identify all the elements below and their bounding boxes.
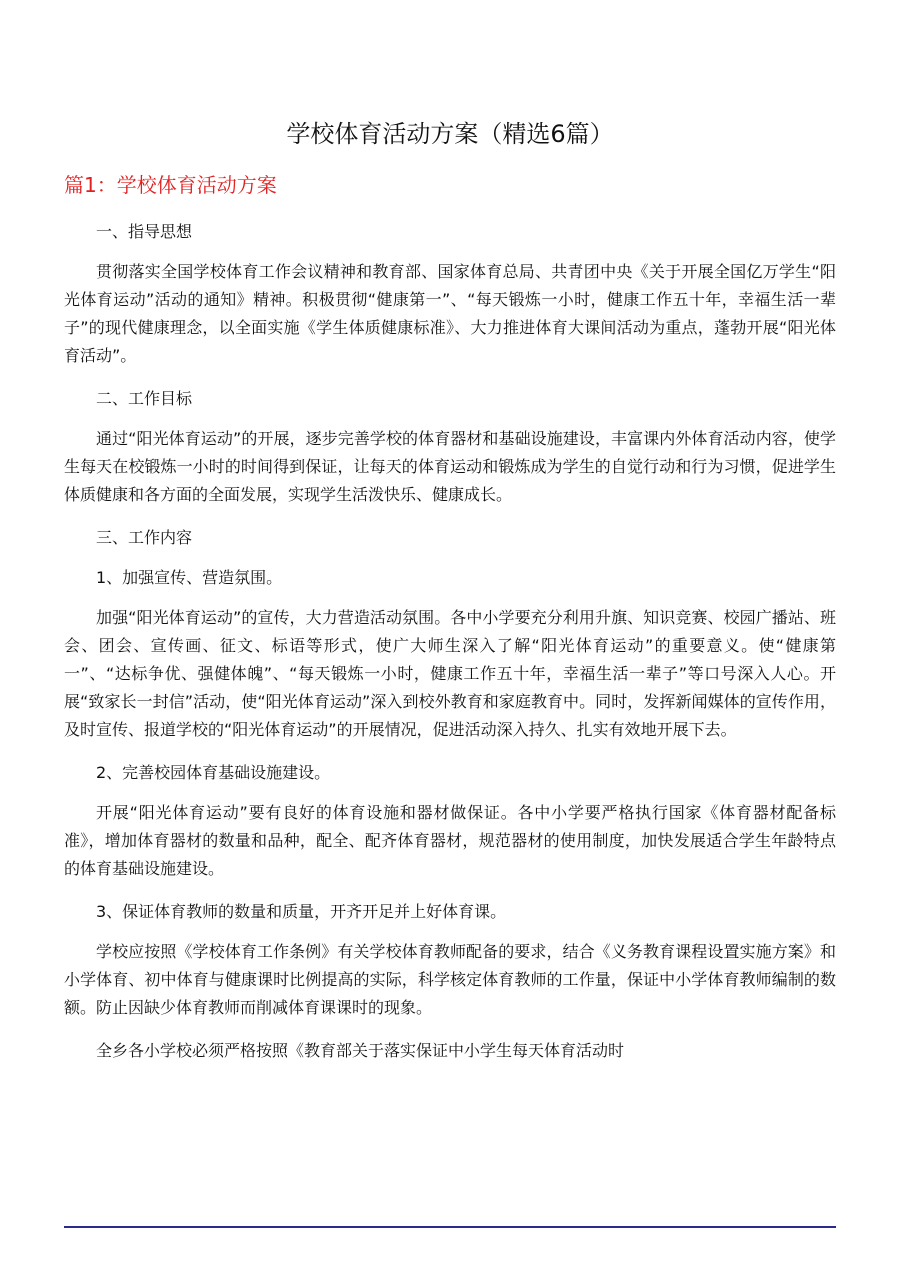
paragraph-guiding-ideology: 贯彻落实全国学校体育工作会议精神和教育部、国家体育总局、共青团中央《关于开展全国亿万学生“阳光体育运动”活动的通知》精神。积极贯彻“健康第一”、“每天锻炼一小时，健康工作五十年，幸福生活一辈子”的现代健康理念，以全面实施《学生体质健康标准》、大力推进体育大课间活动为重点，蓬勃开展“阳光体育活动”。 [64, 262, 836, 365]
heading-work-goals: 二、工作目标 [96, 389, 193, 408]
paragraph-publicity: 加强“阳光体育运动”的宣传，大力营造活动氛围。各中小学要充分利用升旗、知识竞赛、校园广播站、班会、团会、宣传画、征文、标语等形式，使广大师生深入了解“阳光体育运动”的重要意义。使“健康第一”、“达标争优、强健体魄”、“每天锻炼一小时，健康工作五十年，幸福生活一辈子”等口号深入人心。开展“致家长一封信”活动，使“阳光体育运动”深入到校外教育和家庭教育中。同时，发挥新闻媒体的宣传作用，及时宣传、报道学校的“阳光体育运动”的开展情况，促进活动深入持久、扎实有效地开展下去。 [64, 608, 836, 739]
subheading-facilities: 2、完善校园体育基础设施建设。 [96, 763, 331, 782]
paragraph-facilities: 开展“阳光体育运动”要有良好的体育设施和器材做保证。各中小学要严格执行国家《体育器材配备标准》，增加体育器材的数量和品种，配全、配齐体育器材，规范器材的使用制度，加快发展适合学生年龄特点的体育基础设施建设。 [64, 803, 836, 878]
document-body [64, 218, 836, 1080]
heading-work-content: 三、工作内容 [96, 528, 193, 547]
subheading-teachers: 3、保证体育教师的数量和质量，开齐开足并上好体育课。 [96, 902, 507, 921]
paragraph-teachers: 学校应按照《学校体育工作条例》有关学校体育教师配备的要求，结合《义务教育课程设置实施方案》和小学体育、初中体育与健康课时比例提高的实际，科学核定体育教师的工作量，保证中小学体育教师编制的数额。防止因缺少体育教师而削减体育课课时的现象。 [64, 942, 836, 1017]
document-title: 学校体育活动方案（精选6篇） [286, 120, 614, 148]
subheading-publicity: 1、加强宣传、营造氛围。 [96, 568, 283, 587]
section-heading: 篇1：学校体育活动方案 [64, 173, 277, 197]
footer-divider [64, 1226, 836, 1228]
paragraph-work-goals: 通过“阳光体育运动”的开展，逐步完善学校的体育器材和基础设施建设，丰富课内外体育活动内容，使学生每天在校锻炼一小时的时间得到保证，让每天的体育运动和锻炼成为学生的自觉行动和行为习惯，促进学生体质健康和各方面的全面发展，实现学生活泼快乐、健康成长。 [64, 429, 836, 504]
paragraph-daily-activity: 全乡各小学校必须严格按照《教育部关于落实保证中小学生每天体育活动时 [96, 1041, 625, 1060]
heading-guiding-ideology: 一、指导思想 [96, 222, 193, 241]
